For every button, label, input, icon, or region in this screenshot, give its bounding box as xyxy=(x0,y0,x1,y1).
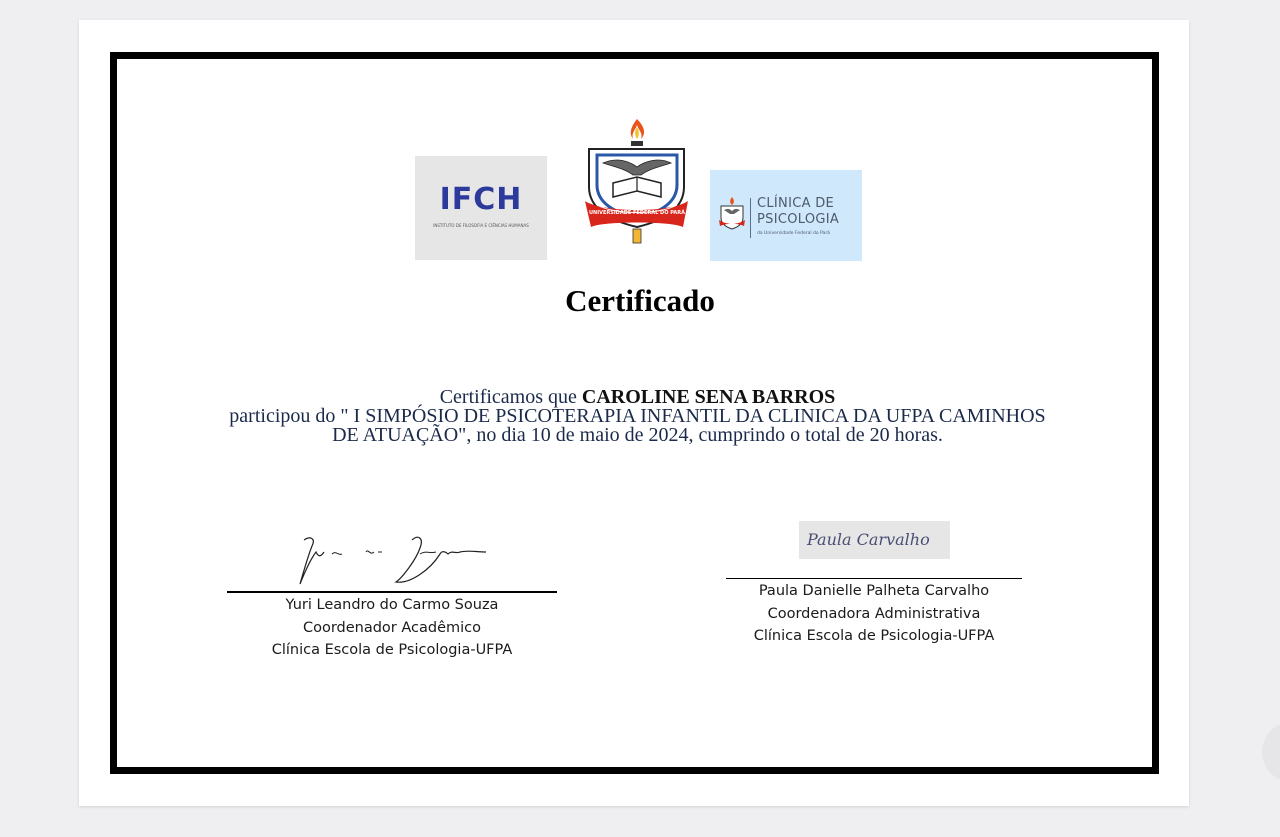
certificate-intro: Certificamos que xyxy=(439,386,582,408)
ufpa-seal-logo xyxy=(583,117,690,247)
signer-right-name: Paula Danielle Palheta Carvalho xyxy=(758,583,990,599)
signature-left-image xyxy=(290,530,490,590)
signature-right-image xyxy=(799,521,950,559)
signature-left-line xyxy=(227,591,557,593)
ifch-logo xyxy=(415,156,547,260)
signer-right-org: Clínica Escola de Psicologia-UFPA xyxy=(753,628,995,644)
ifch-logo-word: IFCH xyxy=(439,182,523,217)
signer-left-org: Clínica Escola de Psicologia-UFPA xyxy=(271,642,513,658)
signature-right-block xyxy=(726,580,1022,648)
certificate-line2: participou do " I SIMPÓSIO DE PSICOTERAPIA INFANTIL DA CLINICA DA UFPA CAMINHOS xyxy=(229,405,1046,427)
ifch-logo-subtitle: INSTITUTO DE FILOSOFIA E CIÊNCIAS HUMANAS xyxy=(433,223,529,228)
signature-right-handwriting: Paula Carvalho xyxy=(807,530,930,549)
clinica-logo-line3: da Universidade Federal do Pará xyxy=(757,231,830,236)
clinica-logo-line1: CLÍNICA DE xyxy=(757,196,835,211)
certificate-body xyxy=(150,388,1125,445)
signature-left-block xyxy=(227,594,557,662)
viewer-scroll-handle[interactable] xyxy=(1262,722,1280,782)
clinica-logo-line2: PSICOLOGIA xyxy=(757,212,840,227)
signature-right-line xyxy=(726,578,1022,579)
certificate-line3: DE ATUAÇÃO", no dia 10 de maio de 2024, cumprindo o total de 20 horas. xyxy=(332,424,943,446)
certificate-title: Certificado xyxy=(565,283,715,318)
signer-right-role: Coordenadora Administrativa xyxy=(767,605,981,622)
signer-left-role: Coordenador Acadêmico xyxy=(302,619,482,636)
ufpa-mini-seal-icon xyxy=(718,196,746,232)
signer-left-name: Yuri Leandro do Carmo Souza xyxy=(285,597,499,613)
participant-name: CAROLINE SENA BARROS xyxy=(581,386,836,408)
ufpa-seal-text: UNIVERSIDADE FEDERAL DO PARÁ xyxy=(588,210,686,216)
logo-divider xyxy=(750,198,751,238)
clinica-psicologia-logo xyxy=(710,170,862,261)
